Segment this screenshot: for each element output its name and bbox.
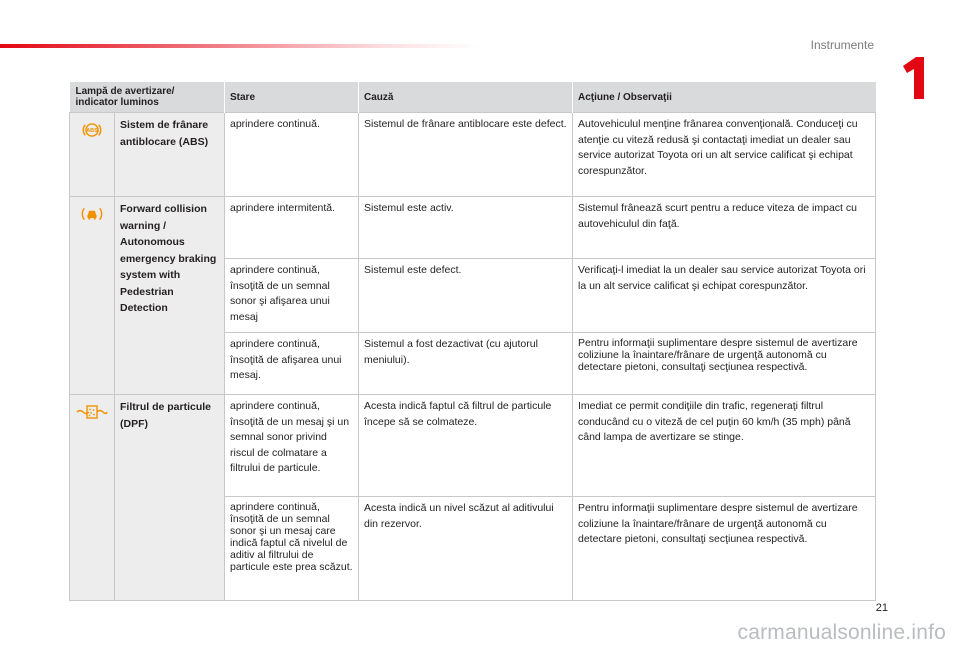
action-cell: Imediat ce permit condiţiile din trafic, regeneraţi filtrul conducând cu o viteză de cel puţin 60 km/h (35 mph) până când lampa de avertizare se stinge. [573, 395, 876, 497]
cause-cell: Acesta indică un nivel scăzut al aditivului din rezervor. [359, 497, 573, 601]
action-cell: Autovehiculul menţine frânarea convenţională. Conduceţi cu atenţie cu viteză redusă şi contactaţi imediat un dealer sau service autorizat Toyota ori un alt service calificat şi echipat corespunzător. [573, 113, 876, 197]
cause-cell: Sistemul este activ. [359, 197, 573, 259]
section-title: Instrumente [810, 38, 874, 52]
column-header-lamp: Lampă de avertizare/ indicator luminos [70, 82, 225, 113]
column-header-stare: Stare [225, 82, 359, 113]
action-cell: Sistemul frânează scurt pentru a reduce viteza de impact cu autovehiculul din faţă. [573, 197, 876, 259]
action-cell: Verificaţi-l imediat la un dealer sau service autorizat Toyota ori la un alt service calificat şi echipat corespunzător. [573, 259, 876, 333]
cause-cell: Sistemul este defect. [359, 259, 573, 333]
lamp-name: Filtrul de particule (DPF) [115, 395, 225, 601]
table-row [70, 395, 876, 497]
state-cell: aprindere intermitentă. [225, 197, 359, 259]
particulate-filter-icon [76, 401, 108, 423]
state-cell: aprindere continuă, însoţită de un mesaj şi un semnal sonor privind riscul de colmatare a filtrului de particule. [225, 395, 359, 497]
table-row [70, 113, 876, 197]
table-header-row [70, 82, 876, 113]
column-header-cauza: Cauză [359, 82, 573, 113]
lamp-icon-cell [70, 197, 115, 395]
forward-collision-warning-icon [81, 203, 103, 225]
lamp-name: Sistem de frânare antiblocare (ABS) [115, 113, 225, 197]
table-row [70, 197, 876, 259]
chapter-number [900, 56, 928, 100]
lamp-icon-cell [70, 395, 115, 601]
action-cell: Pentru informaţii suplimentare despre sistemul de avertizare coliziune la înaintare/frânare de urgenţă autonomă cu detectare pietoni, consultaţi secţiunea respectivă. [573, 333, 876, 395]
lamp-name: Forward collision warning / Autonomous emergency braking system with Pedestrian Detection [115, 197, 225, 395]
chapter-accent-bar [0, 44, 480, 48]
cause-cell: Sistemul de frânare antiblocare este defect. [359, 113, 573, 197]
state-cell: aprindere continuă. [225, 113, 359, 197]
cause-cell: Acesta indică faptul că filtrul de particule începe să se colmateze. [359, 395, 573, 497]
state-cell: aprindere continuă, însoţită de afişarea unui mesaj. [225, 333, 359, 395]
abs-warning-icon [81, 119, 103, 141]
state-cell: aprindere continuă, însoţită de un semnal sonor şi afişarea unui mesaj [225, 259, 359, 333]
svg-text:ABS: ABS [86, 128, 98, 135]
lamp-icon-cell [70, 113, 115, 197]
cause-cell: Sistemul a fost dezactivat (cu ajutorul meniului). [359, 333, 573, 395]
action-cell: Pentru informaţii suplimentare despre sistemul de avertizare coliziune la înaintare/frânare de urgenţă autonomă cu detectare pietoni, consultaţi secţiunea respectivă. [573, 497, 876, 601]
watermark: carmanualsonline.info [737, 621, 946, 644]
warning-lamps-table [69, 82, 876, 601]
page-number: 21 [875, 602, 888, 614]
state-cell: aprindere continuă, însoţită de un semnal sonor şi un mesaj care indică faptul că nivelul de aditiv al filtrului de particule este prea scăzut. [225, 497, 359, 601]
column-header-actiune: Acţiune / Observaţii [573, 82, 876, 113]
chapter-number-text: 1 [900, 56, 901, 57]
